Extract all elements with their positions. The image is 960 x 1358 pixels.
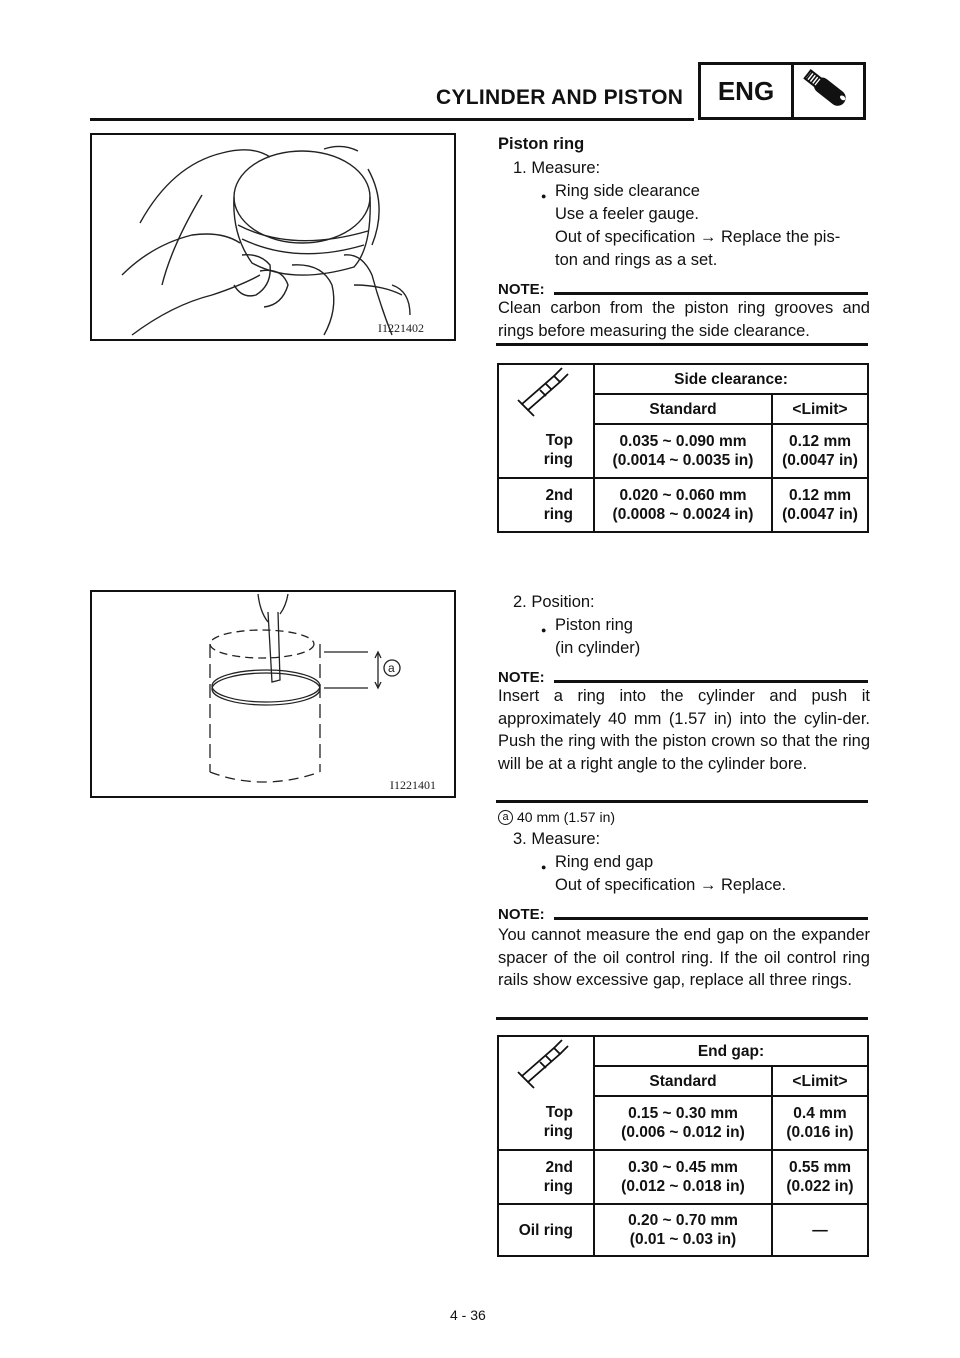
row-label: Top: [545, 432, 573, 449]
figure-id: I1221402: [378, 321, 424, 335]
note-text: You cannot measure the end gap on the expander spacer of the oil control ring. If the oil control ring rails show excessive gap, replace all three rings.: [498, 926, 870, 989]
limit-value: 0.4 mm: [793, 1105, 847, 1122]
std-value: 0.20 ~ 0.70 mm: [628, 1212, 738, 1229]
limit-value-in: (0.0047 in): [782, 452, 858, 469]
row-label: ring: [543, 1178, 573, 1195]
note-text: Insert a ring into the cylinder and push it approximately 40 mm (1.57 in) into the cylin-der. Push the ring with the piston crown so that the ring will be at a right angle to the cylinder bore.: [498, 687, 870, 773]
callout-letter: a: [388, 661, 395, 675]
limit-value-in: (0.016 in): [786, 1124, 854, 1141]
bullet-piston-ring: ● Piston ring: [555, 614, 633, 637]
std-value-in: (0.01 ~ 0.03 in): [629, 1231, 737, 1248]
note-end-rule: [496, 343, 868, 346]
row-label: ring: [543, 1123, 573, 1140]
row-label: ring: [543, 451, 573, 468]
limit-value: 0.12 mm: [788, 433, 852, 450]
end-gap-table: [497, 1035, 869, 1257]
piston-hands-illustration: [92, 135, 454, 339]
figure-piston-ring-clearance: [90, 133, 456, 341]
std-value-in: (0.012 ~ 0.018 in): [621, 1178, 745, 1195]
figure-id: I1221401: [390, 778, 436, 792]
note-end-rule: [496, 800, 868, 803]
table-title: End gap:: [594, 1036, 868, 1066]
row-label: 2nd: [545, 1159, 573, 1176]
std-value: 0.30 ~ 0.45 mm: [628, 1159, 738, 1176]
std-value-in: (0.006 ~ 0.012 in): [621, 1124, 745, 1141]
cylinder-illustration: [92, 592, 454, 796]
step-1: 1. Measure:: [513, 159, 601, 177]
note-rule: [554, 917, 868, 920]
col-limit: <Limit>: [772, 394, 868, 424]
limit-value: 0.12 mm: [788, 487, 852, 504]
instruction-line: ton and rings as a set.: [555, 251, 718, 269]
table-row: [498, 478, 868, 532]
note-label: NOTE:: [498, 669, 545, 686]
instruction-line: Out of specification → Replace.: [555, 876, 787, 894]
instruction-line: (in cylinder): [555, 639, 641, 657]
table-row: [498, 424, 868, 478]
table-title: Side clearance:: [594, 364, 868, 394]
table-row: [498, 1150, 868, 1204]
std-value-in: (0.0008 ~ 0.0024 in): [612, 506, 754, 523]
instruction-line: Use a feeler gauge.: [555, 205, 700, 223]
col-standard: Standard: [594, 1066, 772, 1096]
std-value: 0.020 ~ 0.060 mm: [619, 487, 747, 504]
note-label: NOTE:: [498, 281, 545, 298]
std-value: 0.035 ~ 0.090 mm: [619, 433, 747, 450]
header-rule: [90, 118, 694, 121]
row-label: Oil ring: [518, 1221, 573, 1239]
step-3: 3. Measure:: [513, 830, 601, 848]
side-clearance-table: [497, 363, 869, 533]
col-limit: <Limit>: [772, 1066, 868, 1096]
instruction-line: Out of specification → Replace the pis-: [555, 228, 841, 246]
limit-value: 0.55 mm: [788, 1159, 852, 1176]
page-title: CYLINDER AND PISTON: [436, 86, 684, 109]
bullet-ring-end-gap: ● Ring end gap: [555, 851, 653, 874]
row-label: ring: [543, 506, 573, 523]
table-row: [498, 1204, 868, 1256]
page-number: 4 - 36: [450, 1307, 486, 1323]
col-standard: Standard: [594, 394, 772, 424]
callout-marker: a: [498, 810, 513, 825]
note-rule: [554, 680, 868, 683]
caliper-icon: [498, 364, 594, 424]
callout-legend: [498, 809, 615, 825]
callout-text: 40 mm (1.57 in): [517, 809, 616, 825]
note-text: Clean carbon from the piston ring grooves and rings before measuring the side clearance.: [498, 299, 870, 340]
section-badge: [698, 62, 866, 120]
note-label: NOTE:: [498, 906, 545, 923]
figure-ring-in-cylinder: [90, 590, 456, 798]
caliper-icon: [498, 1036, 594, 1096]
step-2: 2. Position:: [513, 593, 595, 611]
note-rule: [554, 292, 868, 295]
row-label: 2nd: [545, 487, 573, 504]
limit-value: —: [812, 1221, 828, 1239]
section-heading: Piston ring: [498, 135, 585, 153]
row-label: Top: [545, 1104, 573, 1121]
limit-value-in: (0.0047 in): [782, 506, 858, 523]
std-value: 0.15 ~ 0.30 mm: [628, 1105, 738, 1122]
wrench-icon: [794, 65, 863, 117]
badge-label: ENG: [701, 65, 794, 117]
note-end-rule: [496, 1017, 868, 1020]
limit-value-in: (0.022 in): [786, 1178, 854, 1195]
bullet-ring-side-clearance: ● Ring side clearance: [555, 180, 700, 203]
std-value-in: (0.0014 ~ 0.0035 in): [612, 452, 754, 469]
table-row: [498, 1096, 868, 1150]
